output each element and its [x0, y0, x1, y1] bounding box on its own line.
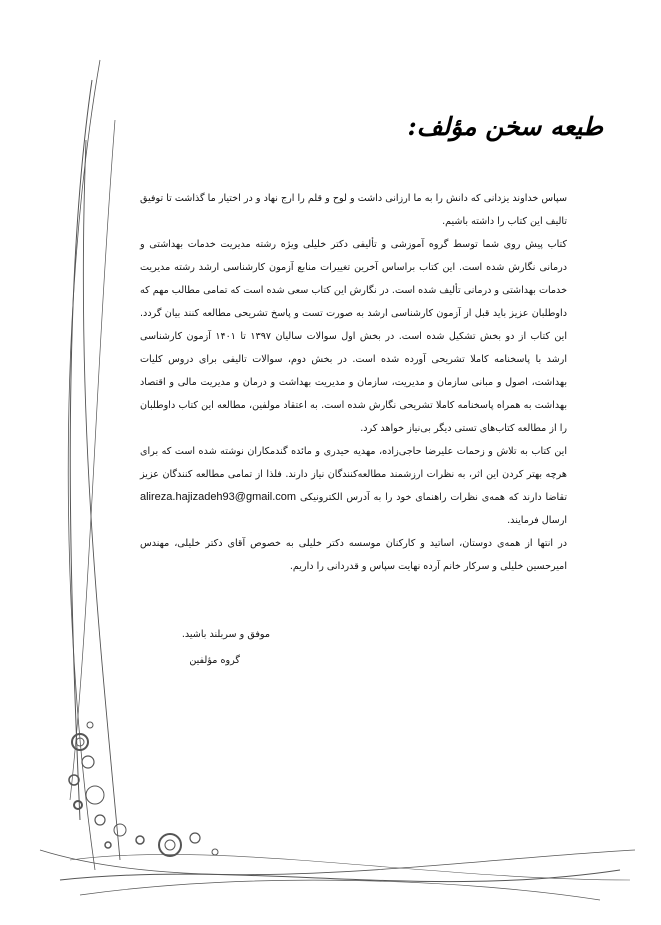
closing-wish: موفق و سربلند باشید. [181, 629, 270, 640]
page-title: طیعه سخن مؤلف: [407, 112, 603, 141]
paragraph-3-text: این کتاب به تلاش و زحمات علیرضا حاجی‌زاده، مهدیه حیدری و مائده گندمکاران نوشته شده است که برای هرچه بهتر کردن این اثر، به نظرات ارزشمند مطالعه‌کنندگان نیاز دارند. فلذا از تمامی مطالعه کنندگان عزیز تقاضا دارند که همه‌ی نظرات راهنمای خود را به آدرس الکترونیکی [140, 446, 567, 503]
paragraph-2: کتاب پیش روی شما توسط گروه آموزشی و تألیفی دکتر خلیلی ویژه رشته مدیریت خدمات بهداشتی و درمانی نگارش شده است. این کتاب براساس آخرین تغییرات منابع آزمون کارشناسی ارشد رشته مدیریت خدمات بهداشتی و درمانی تألیف شده است. در نگارش این کتاب سعی شده است که تمامی مطالب مهم که داوطلبان عزیز باید قبل از آزمون کارشناسی ارشد به صورت تست و پاسخ تشریحی مطالعه کنند بیان گردد. این کتاب از دو بخش تشکیل شده است. در بخش اول سوالات سالیان ۱۳۹۷ تا ۱۴۰۱ آزمون کارشناسی ارشد با پاسخنامه کاملا تشریحی آورده شده است. در بخش دوم، سوالات تالیفی برای دروس کلیات بهداشت، اصول و مبانی سازمان و مدیریت، سازمان و مدیریت بهداشت و درمان و مدیریت مالی و اقتصاد بهداشت به همراه پاسخنامه کاملا تشریحی نگارش شده است. به اعتقاد مولفین، مطالعه این کتاب داوطلبان را از مطالعه کتاب‌های تستی دیگر بی‌نیاز خواهد کرد. [140, 239, 568, 434]
paragraph-3 [140, 440, 567, 532]
signature: گروه مؤلفین [189, 655, 240, 666]
email-suffix: ارسال فرمایند. [507, 515, 567, 526]
paragraph-4: در انتها از همه‌ی دوستان، اساتید و کارکنان موسسه دکتر خلیلی به خصوص آقای دکتر خلیلی، مهندس امیرحسین خلیلی و سرکار خانم آرده نهایت سپاس و قدردانی را داریم. [140, 538, 567, 572]
preface-body [140, 187, 567, 578]
author-email-link[interactable]: alireza.hajizadeh93@gmail.com [140, 491, 297, 503]
paragraph-1: سپاس خداوند یزدانی که دانش را به ما ارزانی داشت و لوح و قلم را ارج نهاد و در اختیار ما گذاشت تا توفیق تالیف این کتاب را داشته باشیم. [140, 193, 567, 227]
closing-block [150, 622, 270, 674]
